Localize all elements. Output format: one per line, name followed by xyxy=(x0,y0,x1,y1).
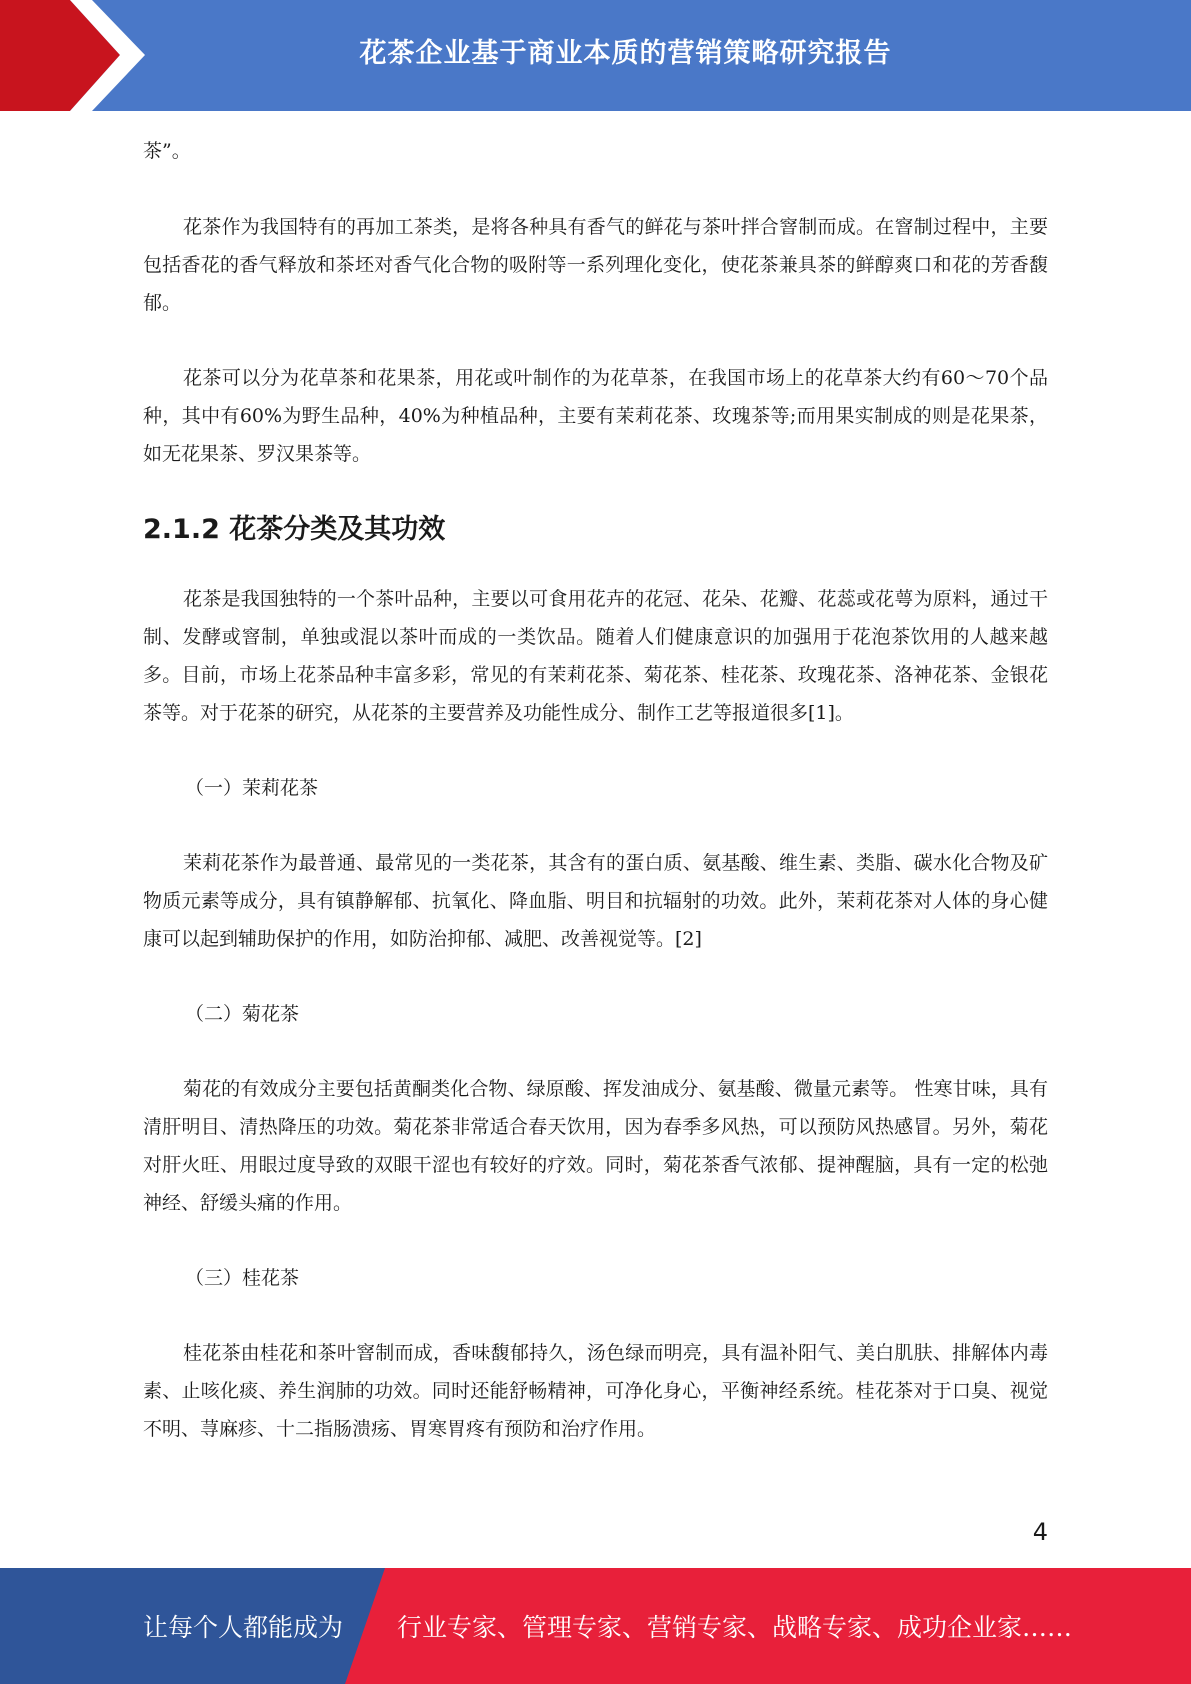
paragraph-types: 花茶可以分为花草茶和花果茶，用花或叶制作的为花草茶，在我国市场上的花草茶大约有60～70个品种，其中有60%为野生品种，40%为种植品种，主要有茉莉花茶、玫瑰茶等;而用果实制成的则是花果茶，如无花果茶、罗汉果茶等。 xyxy=(143,367,1048,465)
paragraph-overview: 花茶是我国独特的一个茶叶品种，主要以可食用花卉的花冠、花朵、花瓣、花蕊或花萼为原料，通过干制、发酵或窨制，单独或混以茶叶而成的一类饮品。随着人们健康意识的加强用于花泡茶饮用的人越来越多。目前，市场上花茶品种丰富多彩，常见的有茉莉花茶、菊花茶、桂花茶、玫瑰花茶、洛神花茶、金银花茶等。对于花茶的研究，从花茶的主要营养及功能性成分、制作工艺等报道很多[1]。 xyxy=(143,588,1048,724)
page-header xyxy=(0,0,1191,111)
footer-slogan-left: 让每个人都能成为 xyxy=(143,1613,344,1642)
section-heading: 2.1.2 花茶分类及其功效 xyxy=(143,514,446,545)
paragraph-jasmine: 茉莉花茶作为最普通、最常见的一类花茶，其含有的蛋白质、氨基酸、维生素、类脂、碳水化合物及矿物质元素等成分，具有镇静解郁、抗氧化、降血脂、明目和抗辐射的功效。此外，茉莉花茶对人体的身心健康可以起到辅助保护的作用，如防治抑郁、减肥、改善视觉等。[2] xyxy=(143,852,1048,950)
header-arrow-decoration xyxy=(0,0,160,111)
document-title: 花茶企业基于商业本质的营销策略研究报告 xyxy=(359,37,892,69)
paragraph-continuation: 茶”。 xyxy=(143,140,191,162)
paragraph-osmanthus: 桂花茶由桂花和茶叶窨制而成，香味馥郁持久，汤色绿而明亮，具有温补阳气、美白肌肤、排解体内毒素、止咳化痰、养生润肺的功效。同时还能舒畅精神，可净化身心，平衡神经系统。桂花茶对于口臭、视觉不明、荨麻疹、十二指肠溃疡、胃寒胃疼有预防和治疗作用。 xyxy=(143,1342,1048,1440)
document-body xyxy=(143,132,1048,1485)
paragraph-intro: 花茶作为我国特有的再加工茶类，是将各种具有香气的鲜花与茶叶拌合窨制而成。在窨制过程中，主要包括香花的香气释放和茶坯对香气化合物的吸附等一系列理化变化，使花茶兼具茶的鲜醇爽口和花的芳香馥郁。 xyxy=(143,216,1048,314)
page-footer xyxy=(0,1568,1191,1684)
page-number: 4 xyxy=(1032,1518,1048,1546)
paragraph-chrysanthemum: 菊花的有效成分主要包括黄酮类化合物、绿原酸、挥发油成分、氨基酸、微量元素等。 性寒甘味，具有清肝明目、清热降压的功效。菊花茶非常适合春天饮用，因为春季多风热，可以预防风热感冒。另外，菊花对肝火旺、用眼过度导致的双眼干涩也有较好的疗效。同时，菊花茶香气浓郁、提神醒脑，具有一定的松弛神经、舒缓头痛的作用。 xyxy=(143,1078,1048,1214)
subheading-osmanthus: （三）桂花茶 xyxy=(185,1267,300,1289)
subheading-jasmine: （一）茉莉花茶 xyxy=(185,777,319,799)
subheading-chrysanthemum: （二）菊花茶 xyxy=(185,1003,300,1025)
footer-slogan-right: 行业专家、管理专家、营销专家、战略专家、成功企业家…… xyxy=(397,1613,1073,1642)
